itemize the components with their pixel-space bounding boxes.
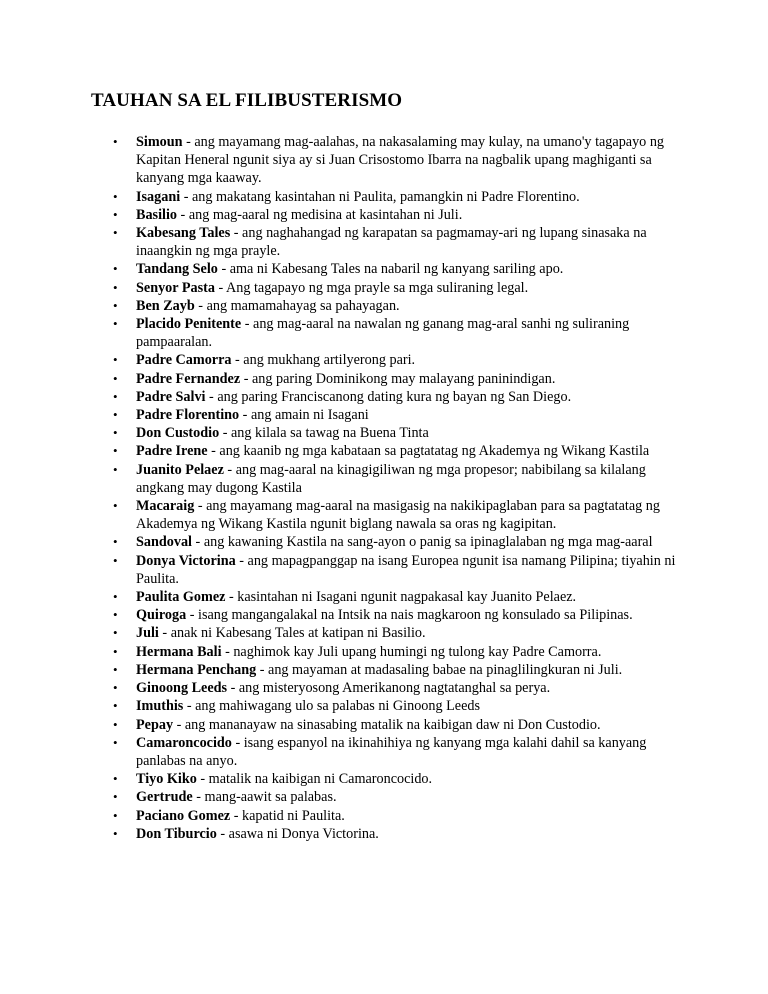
document-title: TAUHAN SA EL FILIBUSTERISMO	[91, 90, 403, 111]
list-item	[91, 624, 678, 642]
list-item	[91, 643, 678, 661]
character-name: Ben Zayb	[136, 297, 195, 314]
bullet-icon: •	[113, 552, 118, 568]
character-description: - ama ni Kabesang Tales na nabaril ng kanyang sariling apo.	[217, 261, 564, 278]
list-item	[91, 297, 678, 315]
character-description: - ang mapagpanggap na isang Europea ngunit isa namang Pilipina; tiyahin ni Paulita.	[136, 552, 676, 587]
character-description: - ang naghahangad ng karapatan sa pagmamay-ari ng lupang sinasaka na inaangkin ng mga prayle.	[136, 225, 647, 260]
character-name: Juli	[136, 625, 159, 642]
character-name: Kabesang Tales	[136, 225, 231, 242]
character-name: Pepay	[136, 716, 174, 733]
list-item	[91, 661, 678, 679]
bullet-icon: •	[113, 316, 118, 332]
character-name: Don Tiburcio	[136, 825, 217, 842]
character-description: - ang misteryosong Amerikanong nagtatanghal sa perya.	[227, 680, 551, 697]
character-description: - ang mayamang mag-aaral na masigasig na nakikipaglaban para sa pagtatatag ng Akademya ng Wikang Kastila ngunit biglang nawala sa oras ng kagipitan.	[136, 498, 660, 533]
bullet-icon: •	[113, 388, 118, 404]
character-description: - asawa ni Donya Victorina.	[216, 825, 379, 842]
character-description: - ang mayaman at madasaling babae na pinaglilingkuran ni Juli.	[256, 661, 623, 678]
list-item	[91, 606, 678, 624]
character-description: - matalik na kaibigan ni Camaroncocido.	[196, 771, 433, 788]
character-description: - ang mag-aaral na kinagigiliwan ng mga propesor; nabibilang sa kilalang angkang may dugong Kastila	[136, 461, 646, 496]
bullet-icon: •	[113, 607, 118, 623]
character-name: Don Custodio	[136, 425, 220, 442]
bullet-icon: •	[113, 625, 118, 641]
bullet-icon: •	[113, 206, 118, 222]
character-name: Imuthis	[136, 698, 184, 715]
character-name: Tiyo Kiko	[136, 771, 197, 788]
list-item	[91, 424, 678, 442]
character-name: Juanito Pelaez	[136, 461, 224, 478]
list-item	[91, 388, 678, 406]
bullet-icon: •	[113, 825, 118, 841]
character-description: - ang mag-aaral na nawalan ng ganang mag-aral sanhi ng suliraning pampaaralan.	[136, 316, 630, 351]
character-name: Hermana Bali	[136, 643, 222, 660]
list-item	[91, 552, 678, 588]
list-item	[91, 224, 678, 260]
character-description: - ang paring Dominikong may malayang paninindigan.	[240, 370, 556, 387]
character-description: - anak ni Kabesang Tales at katipan ni Basilio.	[158, 625, 426, 642]
character-description: - ang mamamahayag sa pahayagan.	[194, 297, 400, 314]
character-description: - mang-aawit sa palabas.	[192, 789, 337, 806]
list-item	[91, 206, 678, 224]
character-description: - ang kawaning Kastila na sang-ayon o panig sa ipinaglalaban ng mga mag-aaral	[192, 534, 653, 551]
character-name: Quiroga	[136, 607, 187, 624]
list-item	[91, 533, 678, 551]
list-item	[91, 260, 678, 278]
list-item	[91, 788, 678, 806]
character-description: - Ang tagapayo ng mga prayle sa mga suliraning legal.	[214, 279, 529, 296]
character-name: Padre Irene	[136, 443, 208, 460]
character-description: - isang mangangalakal na Intsik na nais magkaroon ng konsulado sa Pilipinas.	[186, 607, 633, 624]
character-name: Tandang Selo	[136, 261, 218, 278]
bullet-icon: •	[113, 188, 118, 204]
character-description: - naghimok kay Juli upang humingi ng tulong kay Padre Camorra.	[221, 643, 602, 660]
character-name: Padre Florentino	[136, 407, 240, 424]
list-item	[91, 442, 678, 460]
character-name: Sandoval	[136, 534, 192, 551]
character-name: Senyor Pasta	[136, 279, 215, 296]
character-name: Gertrude	[136, 789, 193, 806]
list-item	[91, 461, 678, 497]
list-item	[91, 497, 678, 533]
bullet-icon: •	[113, 807, 118, 823]
bullet-icon: •	[113, 461, 118, 477]
list-item	[91, 807, 678, 825]
bullet-icon: •	[113, 771, 118, 787]
character-description: - ang mananayaw na sinasabing matalik na kaibigan daw ni Don Custodio.	[173, 716, 601, 733]
list-item	[91, 133, 678, 188]
list-item	[91, 734, 678, 770]
character-description: - ang mahiwagang ulo sa palabas ni Ginoong Leeds	[183, 698, 480, 715]
bullet-icon: •	[113, 407, 118, 423]
character-description: - ang amain ni Isagani	[239, 407, 369, 424]
character-description: - ang kaanib ng mga kabataan sa pagtatatag ng Akademya ng Wikang Kastila	[207, 443, 650, 460]
list-item	[91, 188, 678, 206]
list-item	[91, 315, 678, 351]
bullet-icon: •	[113, 297, 118, 313]
bullet-icon: •	[113, 370, 118, 386]
list-item	[91, 716, 678, 734]
list-item	[91, 279, 678, 297]
list-item	[91, 351, 678, 369]
bullet-icon: •	[113, 589, 118, 605]
character-name: Hermana Penchang	[136, 661, 257, 678]
character-list	[91, 133, 678, 843]
character-description: - ang mayamang mag-aalahas, na nakasalaming may kulay, na umano'y tagapayo ng Kapitan Heneral ngunit siya ay si Juan Crisostomo Ibarra na nagbalik upang maghiganti sa kanyang mga kaaway.	[136, 134, 665, 187]
bullet-icon: •	[113, 789, 118, 805]
bullet-icon: •	[113, 534, 118, 550]
bullet-icon: •	[113, 352, 118, 368]
bullet-icon: •	[113, 443, 118, 459]
character-name: Placido Penitente	[136, 316, 242, 333]
bullet-icon: •	[113, 661, 118, 677]
character-description: - kasintahan ni Isagani ngunit nagpakasal kay Juanito Pelaez.	[225, 589, 577, 606]
bullet-icon: •	[113, 225, 118, 241]
bullet-icon: •	[113, 643, 118, 659]
character-description: - isang espanyol na ikinahihiya ng kanyang mga kalahi dahil sa kanyang panlabas na anyo.	[136, 734, 647, 769]
list-item	[91, 770, 678, 788]
bullet-icon: •	[113, 134, 118, 149]
character-name: Padre Camorra	[136, 352, 232, 369]
bullet-icon: •	[113, 734, 118, 750]
bullet-icon: •	[113, 279, 118, 295]
character-description: - ang mag-aaral ng medisina at kasintahan ni Juli.	[177, 206, 463, 223]
bullet-icon: •	[113, 680, 118, 696]
list-item	[91, 825, 678, 843]
character-name: Basilio	[136, 206, 177, 223]
character-description: - ang makatang kasintahan ni Paulita, pamangkin ni Padre Florentino.	[180, 188, 580, 205]
bullet-icon: •	[113, 261, 118, 277]
character-name: Paulita Gomez	[136, 589, 226, 606]
character-name: Isagani	[136, 188, 181, 205]
bullet-icon: •	[113, 716, 118, 732]
list-item	[91, 697, 678, 715]
character-name: Paciano Gomez	[136, 807, 231, 824]
character-name: Padre Salvi	[136, 388, 206, 405]
character-description: - ang mukhang artilyerong pari.	[231, 352, 416, 369]
character-description: - kapatid ni Paulita.	[230, 807, 345, 824]
list-item	[91, 588, 678, 606]
bullet-icon: •	[113, 425, 118, 441]
character-name: Macaraig	[136, 498, 195, 515]
list-item	[91, 679, 678, 697]
character-name: Simoun	[136, 134, 183, 150]
character-description: - ang paring Franciscanong dating kura ng bayan ng San Diego.	[205, 388, 572, 405]
list-item	[91, 406, 678, 424]
list-item	[91, 370, 678, 388]
bullet-icon: •	[113, 498, 118, 514]
character-name: Padre Fernandez	[136, 370, 241, 387]
bullet-icon: •	[113, 698, 118, 714]
character-name: Camaroncocido	[136, 734, 232, 751]
character-name: Donya Victorina	[136, 552, 236, 569]
character-name: Ginoong Leeds	[136, 680, 228, 697]
character-description: - ang kilala sa tawag na Buena Tinta	[219, 425, 429, 442]
